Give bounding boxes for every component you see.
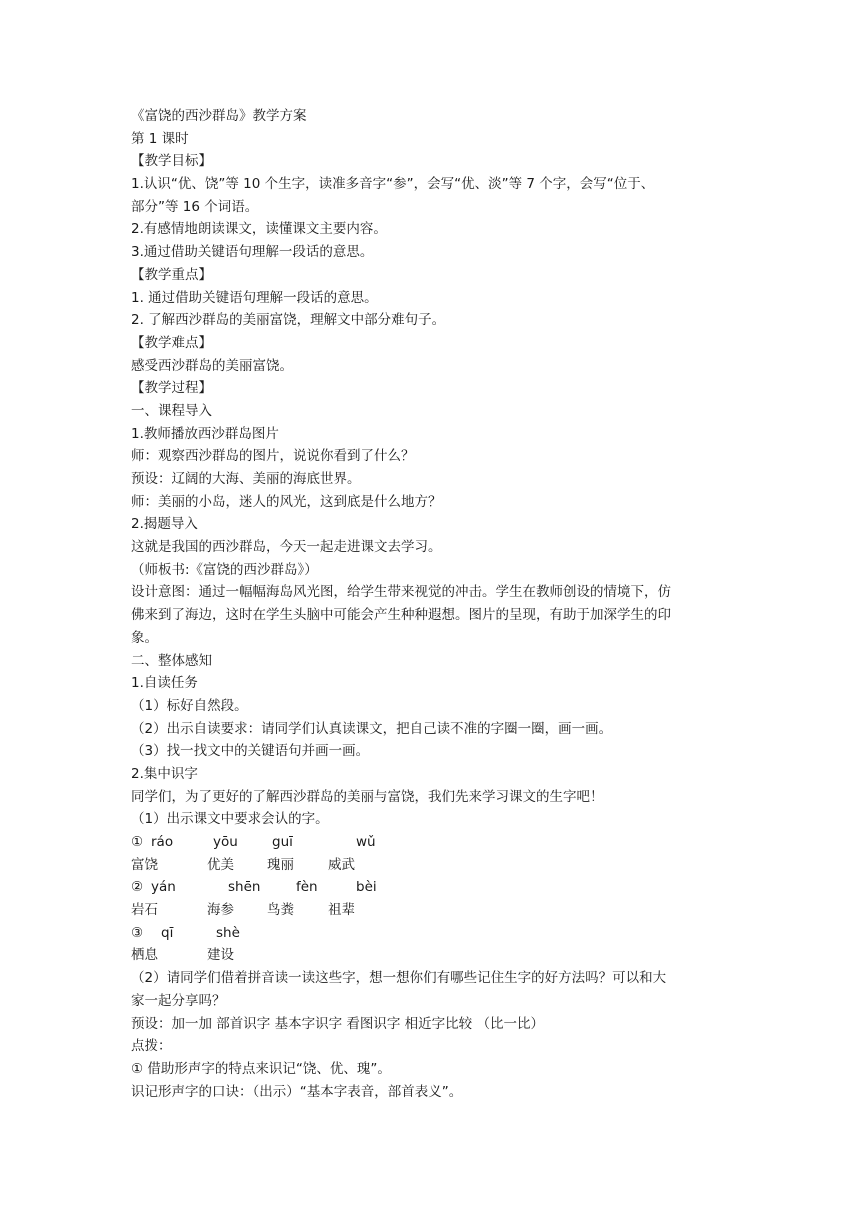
group-number: ② — [131, 879, 144, 896]
char-intro-text: 同学们，为了更好的了解西沙群岛的美丽与富饶，我们先来学习课文的生字吧！ — [131, 788, 604, 805]
question-line-1: （2）请同学们借着拼音读一读这些字，想一想你们有哪些记住生字的好方法吗？可以和大 — [131, 970, 667, 987]
preset-methods: 预设：加一加 部首识字 基本字识字 看图识字 相近字比较 （比一比） — [131, 1015, 544, 1032]
teacher-line-2: 师：美丽的小岛，迷人的风光，这到底是什么地方？ — [131, 493, 442, 510]
word: 岩石 — [131, 902, 158, 919]
word-row-1 — [131, 854, 731, 877]
pinyin-row-2 — [131, 876, 731, 899]
word: 海参 — [207, 902, 234, 919]
pinyin: qī — [161, 924, 174, 941]
pinyin: wǔ — [356, 834, 376, 850]
hint-label: 点拨： — [131, 1038, 172, 1055]
part-2-heading: 二、整体感知 — [131, 652, 212, 669]
task-2: （2）出示自读要求：请同学们认真读课文，把自己读不准的字圈一圈，画一画。 — [131, 720, 613, 737]
task-1: （1）标好自然段。 — [131, 697, 248, 714]
word: 瑰丽 — [267, 856, 294, 873]
section-heading-difficulty: 【教学难点】 — [131, 334, 212, 351]
design-intent-line-3: 象。 — [131, 629, 158, 646]
part-1-heading: 一、课程导入 — [131, 402, 212, 419]
group-number: ① — [131, 834, 144, 850]
goal-1-cont: 部分”等 16 个词语。 — [131, 198, 259, 215]
pinyin: guī — [272, 834, 293, 850]
word-row-2 — [131, 899, 731, 922]
intro-text: 这就是我国的西沙群岛，今天一起走进课文去学习。 — [131, 539, 442, 556]
mnemonic: 识记形声字的口诀：（出示）“基本字表音，部首表义”。 — [131, 1083, 463, 1100]
word-row-3 — [131, 944, 731, 967]
word: 栖息 — [131, 947, 158, 964]
pinyin: shè — [216, 924, 240, 941]
board-writing: （师板书:《富饶的西沙群岛》） — [131, 561, 318, 578]
step-2-1: 1.自读任务 — [131, 675, 198, 692]
word: 鸟粪 — [267, 902, 294, 919]
lesson-label: 第 1 课时 — [131, 130, 189, 147]
word: 优美 — [207, 856, 234, 873]
preset-line-1: 预设：辽阔的大海、美丽的海底世界。 — [131, 471, 361, 487]
group-number: ③ — [131, 924, 144, 941]
pinyin-row-1 — [131, 831, 731, 854]
difficulty-text: 感受西沙群岛的美丽富饶。 — [131, 357, 293, 374]
goal-2: 2.有感情地朗读课文，读懂课文主要内容。 — [131, 221, 387, 238]
goal-1: 1.认识“优、饶”等 10 个生字，读准多音字“参”，会写“优、淡”等 7 个字，会写“位于、 — [131, 176, 655, 193]
section-heading-keypoints: 【教学重点】 — [131, 266, 212, 283]
question-line-2: 家一起分享吗？ — [131, 992, 226, 1009]
keypoint-2: 2. 了解西沙群岛的美丽富饶，理解文中部分难句子。 — [131, 312, 446, 329]
design-intent-line-1: 设计意图：通过一幅幅海岛风光图，给学生带来视觉的冲击。学生在教师创设的情境下，仿 — [131, 584, 671, 601]
teacher-line-1: 师：观察西沙群岛的图片，说说你看到了什么？ — [131, 448, 415, 465]
pinyin: yán — [151, 879, 176, 896]
word: 建设 — [207, 947, 234, 964]
design-intent-line-2: 佛来到了海边，这时在学生头脑中可能会产生种种遐想。图片的呈现，有助于加深学生的印 — [131, 607, 671, 624]
section-heading-goals: 【教学目标】 — [131, 153, 212, 170]
section-heading-process: 【教学过程】 — [131, 380, 212, 397]
step-2-2: 2.集中识字 — [131, 765, 198, 782]
pinyin: fèn — [296, 879, 318, 896]
keypoint-1: 1. 通过借助关键语句理解一段话的意思。 — [131, 289, 378, 306]
step-1-1: 1.教师播放西沙群岛图片 — [131, 425, 279, 442]
pinyin-row-3 — [131, 922, 731, 945]
document-body — [131, 105, 731, 1103]
word: 富饶 — [131, 856, 158, 873]
word: 威武 — [328, 856, 355, 873]
hint-1: ① 借助形声字的特点来识记“饶、优、瑰”。 — [131, 1060, 391, 1077]
pinyin: shēn — [228, 879, 261, 896]
step-1-2: 2.揭题导入 — [131, 516, 198, 533]
pinyin: ráo — [151, 834, 174, 850]
pinyin: yōu — [213, 834, 238, 850]
word: 祖辈 — [328, 902, 355, 919]
goal-3: 3.通过借助关键语句理解一段话的意思。 — [131, 244, 374, 261]
task-3: （3）找一找文中的关键语句并画一画。 — [131, 743, 370, 760]
char-list-label: （1）出示课文中要求会认的字。 — [131, 811, 329, 828]
doc-title: 《富饶的西沙群岛》教学方案 — [131, 108, 307, 124]
pinyin: bèi — [356, 879, 377, 896]
